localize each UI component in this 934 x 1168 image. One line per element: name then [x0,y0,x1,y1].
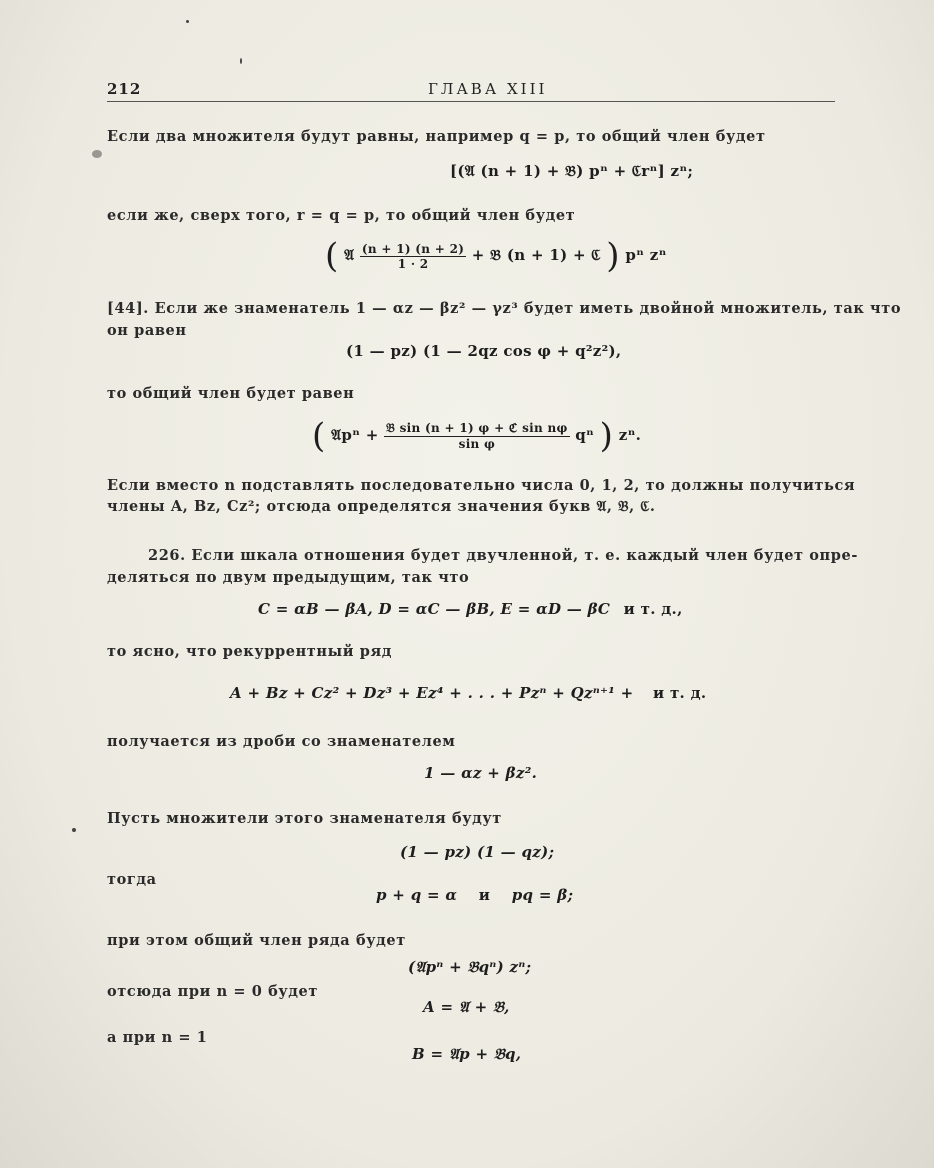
formula: A = 𝔄 + 𝔅, [423,998,510,1016]
formula: ( 𝔄pⁿ + $\frac{\text{𝔅 sin (n + 1) φ + ℭ sin nφ}}{\text{sin φ}}$ qⁿ ) zⁿ. [312,416,642,456]
formula: 1 — αz + βz². [424,764,538,782]
text-line: деляться по двум предыдущим, так что [107,569,470,586]
formula: A + Bz + Cz² + Dz³ + Ez⁴ + . . . + Pzⁿ + Qzⁿ⁺¹ + и т. д. [230,684,707,702]
text-line: Если два множителя будут равны, например q = p, то общий член будет [107,128,766,145]
header-rule [107,101,835,102]
formula: B = 𝔄p + 𝔅q, [412,1045,522,1063]
text-line: [44]. Если же знаменатель 1 — αz — βz² — γz³ будет иметь двойной множитель, так что [107,300,902,317]
formula: (1 — pz) (1 — 2qz cos φ + q²z²), [346,342,622,360]
chapter-title: ГЛАВА XIII [428,80,548,98]
text-line: то ясно, что рекуррентный ряд [107,643,393,660]
text-line: то общий член будет равен [107,385,355,402]
text-line: при этом общий член ряда будет [107,932,406,949]
text-line: 226. Если шкала отношения будет двучленной, т. е. каждый член будет опре- [148,547,858,564]
formula: ( 𝔄 $\frac{(n + 1) (n + 2)}{1 \cdot 2}$ + 𝔅 (n + 1) + ℭ ) pⁿ zⁿ [325,236,667,276]
paper-speck [186,20,189,23]
page-number: 212 [107,80,142,98]
formula: [(𝔄 (n + 1) + 𝔅) pⁿ + ℭrⁿ] zⁿ; [450,162,694,180]
formula: (1 — pz) (1 — qz); [400,843,555,861]
formula: p + q = α и pq = β; [376,886,574,904]
paper-speck [240,58,242,64]
text-line: тогда [107,871,157,888]
text-line: он равен [107,322,187,339]
paper-speck [72,828,76,832]
text-line: Если вместо n подставлять последовательно числа 0, 1, 2, то должны получиться [107,477,856,494]
text-line: если же, сверх того, r = q = p, то общий член будет [107,207,576,224]
formula: C = αB — βA, D = αC — βB, E = αD — βC и т. д., [258,600,683,618]
text-line: отсюда при n = 0 будет [107,983,318,1000]
text-line: а при n = 1 [107,1029,208,1046]
text-line: Пусть множители этого знаменателя будут [107,810,502,827]
formula: (𝔄pⁿ + 𝔅qⁿ) zⁿ; [408,958,532,976]
text-line: получается из дроби со знаменателем [107,733,456,750]
text-line: члены A, Bz, Cz²; отсюда определятся значения букв 𝔄, 𝔅, ℭ. [107,498,656,515]
paper-speck [92,150,102,158]
